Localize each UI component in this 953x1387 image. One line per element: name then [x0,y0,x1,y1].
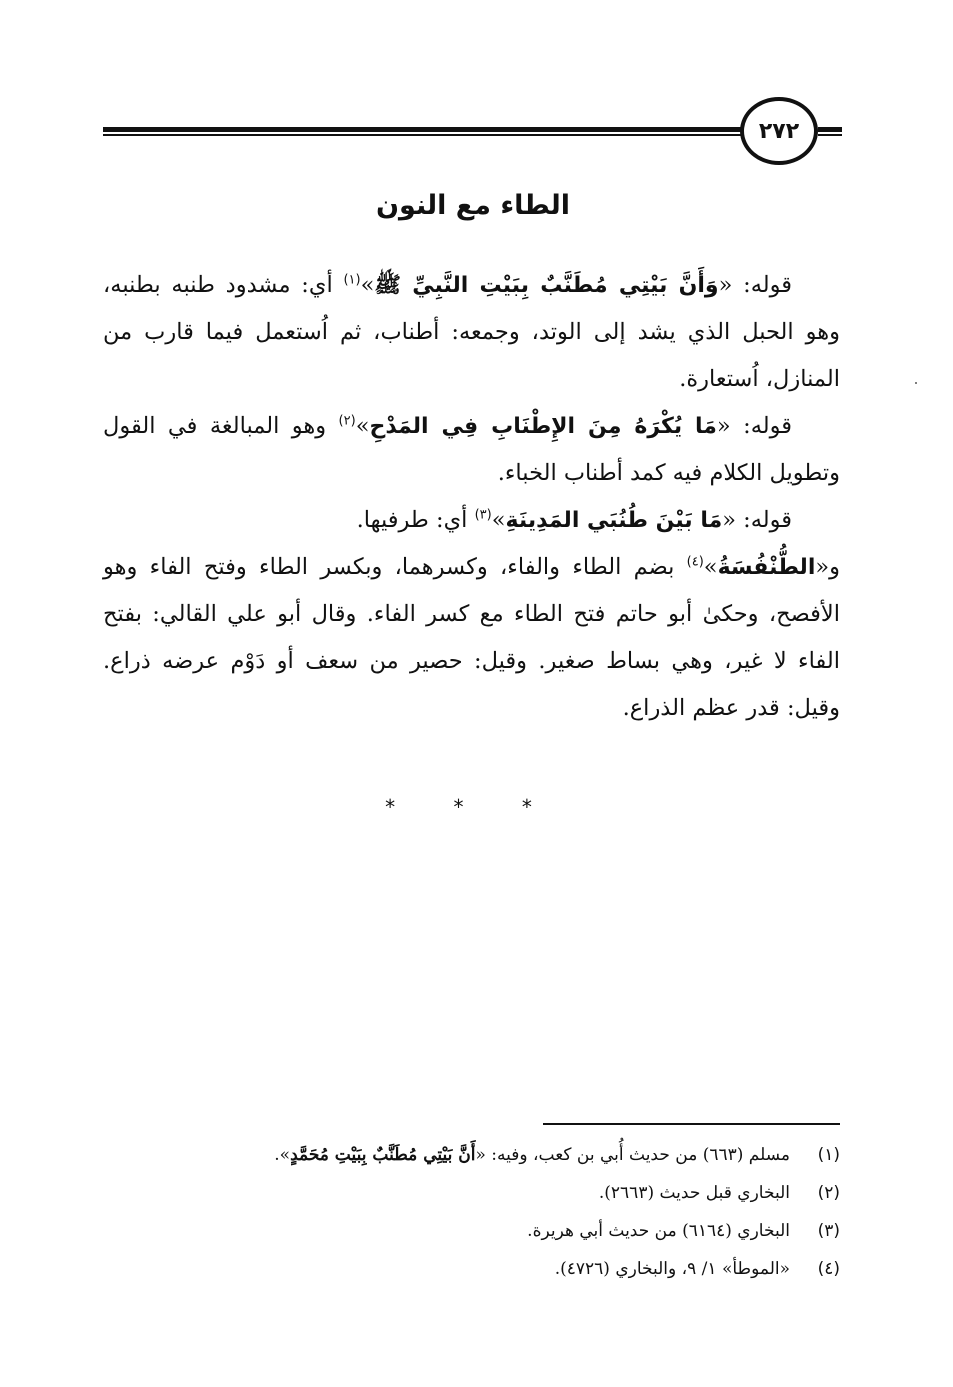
footnote-1-text: مسلم (٦٦٣) من حديث أُبي بن كعب، وفيه: « [475,1145,790,1165]
paragraph-4-lead: و« [815,554,840,580]
footnote-3-text: البخاري (٦١٦٤) من حديث أبي هريرة. [527,1221,790,1241]
header-rule-tail-thin-line [818,134,842,136]
paragraph-2-body: وهو المبالغة في القول وتطويل الكلام فيه كمد أطناب الخباء. [103,413,840,486]
main-text [103,262,840,732]
chapter-title: الطاء مع النون [376,190,570,221]
footnote-1-quote: أَنَّ بَيْتِي مُطَنَّبٌ بِبَيْتِ مُحَمَّدٍ [290,1145,476,1165]
header-rule-tail [818,127,842,137]
footnotes [103,1136,840,1288]
footnote-2 [103,1174,840,1212]
paragraph-4-quote: الطُّنْفُسَةُ [717,555,816,580]
footnote-1-number: (١) [817,1145,840,1165]
paragraph-2-quote: مَا يُكْرَهُ مِنَ الإِطْنَابِ فِي المَدْحِ [369,414,717,439]
paragraph-4-quote-close: » [703,554,718,580]
section-separator: * * * [385,795,558,819]
footnote-2-text: البخاري قبل حديث (٢٦٦٣). [598,1183,790,1203]
footnote-divider [543,1123,840,1125]
paragraph-3-lead: قوله: « [722,507,792,533]
scan-speck [915,382,917,384]
paragraph-1 [103,262,840,403]
page-number: ٢٧٢ [758,118,800,144]
footnote-1-body [274,1136,790,1174]
footnote-1 [103,1136,840,1174]
paragraph-3 [103,497,840,544]
paragraph-4-body: بضم الطاء والفاء، وكسرهما، وبكسر الطاء وفتح الفاء وهو الأفصح، وحكىٰ أبو حاتم فتح الطاء مع كسر الفاء. وقال أبو علي القالي: بفتح الفاء لا غير، وهي بساط صغير. وقيل: حصير من سعف أو دَوْم عرضه ذراع. وقيل: قدر عظم الذراع. [103,554,840,721]
paragraph-3-quote-close: » [491,507,506,533]
header-rule-tail-thick-line [818,127,842,132]
paragraph-3-quote: مَا بَيْنَ طُنُبَي المَدِينَةِ [505,508,723,533]
paragraph-2-lead: قوله: « [716,413,792,439]
footnote-4-text: «الموطأ» ١/ ٩، والبخاري (٤٧٢٦). [554,1259,790,1279]
header-rule [103,127,743,137]
paragraph-2-quote-close: » [355,413,370,439]
paragraph-3-body: أي: طرفيها. [356,507,475,533]
paragraph-1-body: أي: مشدود طنبه بطنبه، وهو الحبل الذي يشد إلى الوتد، وجمعه: أطناب، ثم اُستعمل فيما قارب من المنازل، اُستعارة. [103,272,840,392]
footnote-3 [103,1212,840,1250]
paragraph-1-lead: قوله: « [718,272,793,298]
footnote-ref-2[interactable]: (٢) [338,413,356,429]
footnote-1-after: ». [274,1145,291,1165]
paragraph-1-quote-close: » [360,272,375,298]
footnote-ref-3[interactable]: (٣) [474,507,492,523]
footnote-4 [103,1250,840,1288]
paragraph-2 [103,403,840,497]
footnote-ref-1[interactable]: (١) [343,272,361,288]
footnote-2-number: (٢) [817,1183,840,1203]
paragraph-4 [103,544,840,732]
header-rule-thick-line [103,127,743,132]
header-rule-thin-line [103,134,743,136]
paragraph-1-quote: وَأَنَّ بَيْتِي مُطَنَّبٌ بِبَيْتِ النَّبِيِّ ﷺ [374,273,719,298]
footnote-4-number: (٤) [817,1259,840,1279]
page-number-badge [740,97,818,165]
footnote-3-number: (٣) [817,1221,840,1241]
footnote-ref-4[interactable]: (٤) [686,554,704,570]
